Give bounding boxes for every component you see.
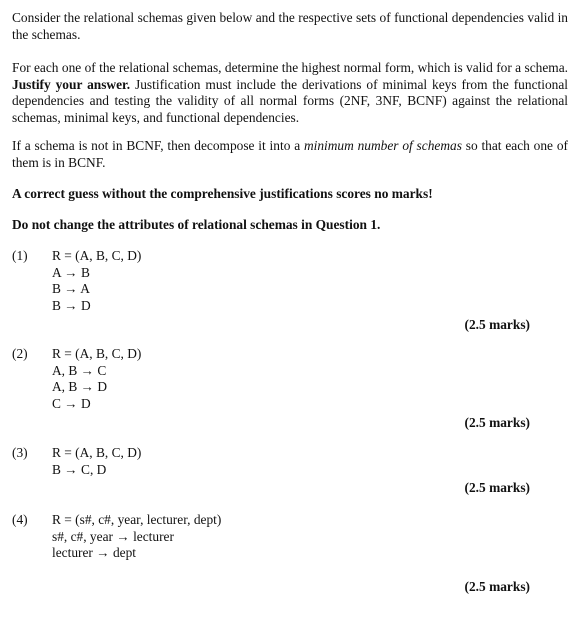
marks-label: (2.5 marks)	[464, 415, 530, 430]
schema-definition: R = (A, B, C, D)	[52, 445, 142, 460]
warning-text: A correct guess without the comprehensive justifications scores no marks!	[12, 186, 433, 201]
task-emphasis: Justify your answer.	[12, 76, 131, 92]
marks-label: (2.5 marks)	[464, 480, 530, 495]
functional-dependency: A → B	[52, 264, 90, 280]
question-schema	[52, 445, 141, 478]
functional-dependency: B → C, D	[52, 461, 107, 477]
marks-label: (2.5 marks)	[464, 579, 530, 594]
schema-definition: R = (A, B, C, D)	[52, 248, 142, 263]
intro-paragraph: Consider the relational schemas given below and the respective sets of functional dependencies valid in the schemas.	[12, 10, 568, 42]
question-number: (1)	[12, 248, 28, 263]
question-number: (3)	[12, 445, 28, 460]
question-number: (4)	[12, 512, 28, 527]
decomp-text-after: so that each one of them is in BCNF.	[12, 138, 568, 170]
schema-definition: R = (A, B, C, D)	[52, 346, 142, 361]
decomposition-paragraph	[12, 138, 568, 171]
decomp-emphasis: minimum number of schemas	[303, 138, 462, 153]
question-schema	[52, 512, 221, 562]
schema-definition: R = (s#, c#, year, lecturer, dept)	[52, 512, 222, 527]
question-number: (2)	[12, 346, 28, 361]
instruction-text: Do not change the attributes of relational schemas in Question 1.	[12, 217, 381, 232]
task-text-after: Justification must include the derivations of minimal keys from the functional dependencies and testing the validity of all normal forms (2NF, 3NF, BCNF) against the relational schemas, minimal keys, and functional dependencies.	[12, 76, 569, 125]
functional-dependency: C → D	[52, 395, 91, 411]
functional-dependency: lecturer → dept	[52, 545, 137, 560]
functional-dependency: B → D	[52, 297, 91, 313]
decomp-text-before: If a schema is not in BCNF, then decompose it into a	[12, 138, 304, 153]
question-schema	[52, 248, 141, 314]
functional-dependency: B → A	[52, 281, 90, 296]
functional-dependency: s#, c#, year → lecturer	[52, 528, 174, 544]
question-schema	[52, 346, 141, 412]
task-paragraph	[12, 60, 568, 126]
functional-dependency: A, B → C	[52, 362, 107, 378]
functional-dependency: A, B → D	[52, 379, 108, 394]
marks-label: (2.5 marks)	[464, 317, 530, 332]
task-text-before: For each one of the relational schemas, determine the highest normal form, which is valid for a schema.	[12, 60, 568, 75]
